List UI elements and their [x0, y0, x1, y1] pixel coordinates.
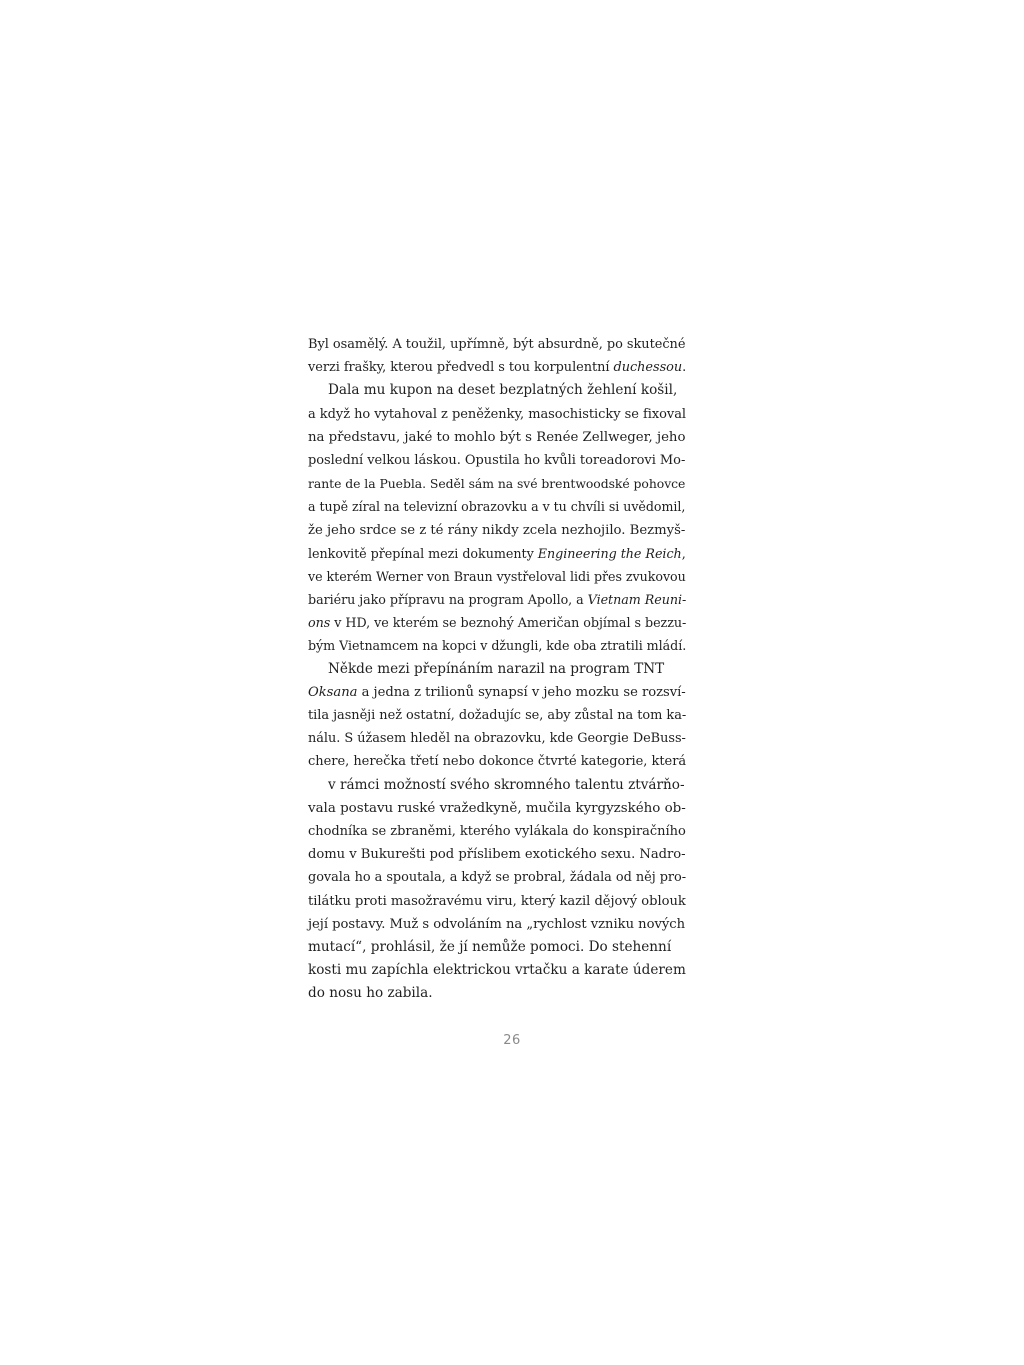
text-line: tila jasněji než ostatní, dožadujíc se, aby zůstal na tom ka- [308, 708, 687, 723]
text-line: její postavy. Muž s odvoláním na „rychlost vzniku nových [308, 916, 686, 932]
text-segment: v HD, ve kterém se beznohý Američan objímal s bezzu- [330, 615, 687, 631]
text-line: nálu. S úžasem hleděl na obrazovku, kde Georgie DeBuss- [308, 731, 686, 747]
text-line: a když ho vytahoval z peněženky, masochisticky se fixoval [308, 406, 687, 422]
text-line: domu v Bukurešti pod příslibem exotického sexu. Nadro- [308, 847, 686, 863]
page-number: 26 [503, 1033, 521, 1048]
text-line: ve kterém Werner von Braun vystřeloval lidi přes zvukovou [308, 568, 686, 584]
text-line [308, 611, 686, 634]
text-line: rante de la Puebla. Seděl sám na své brentwoodské pohovce [308, 476, 686, 492]
text-line: kosti mu zapíchla elektrickou vrtačku a karate úderem [308, 962, 686, 979]
text-line: mutací“, prohlásil, že jí nemůže pomoci. Do stehenní [308, 938, 672, 955]
text-line [308, 588, 686, 611]
text-line: tilátku proti masožravému viru, který kazil dějový oblouk [308, 893, 686, 909]
text-line [308, 681, 686, 704]
text-segment: lenkovitě přepínal mezi dokumenty [308, 545, 538, 561]
text-line: bým Vietnamcem na kopci v džungli, kde oba ztratili mládí. [308, 638, 687, 654]
italic-title: ons [308, 615, 331, 631]
body-text [308, 333, 686, 1005]
text-segment: . [682, 360, 687, 376]
italic-title: Engineering the Reich [537, 545, 682, 561]
text-line: Dala mu kupon na deset bezplatných žehlení košil, [328, 382, 678, 399]
text-segment: bariéru jako přípravu na program Apollo, a [308, 592, 588, 608]
text-line [308, 356, 686, 379]
text-line: do nosu ho zabila. [308, 985, 433, 1002]
text-line: govala ho a spoutala, a když se probral, žádala od něj pro- [308, 870, 687, 886]
text-line: Byl osamělý. A toužil, upřímně, být absurdně, po skutečné [308, 337, 686, 352]
text-line: na představu, jaké to mohlo být s Renée Zellweger, jeho [308, 429, 686, 445]
italic-title: duchessou [613, 360, 683, 376]
text-line: chodníka se zbraněmi, kterého vylákala do konspiračního [308, 823, 686, 839]
text-line: v rámci možností svého skromného talentu ztvárňo- [328, 776, 685, 793]
text-line: vala postavu ruské vražedkyně, mučila kyrgyzského ob- [308, 800, 686, 816]
text-line: a tupě zíral na televizní obrazovku a v tu chvíli si uvědomil, [308, 499, 686, 515]
text-segment: a jedna z trilionů synapsí v jeho mozku se rozsví- [357, 684, 686, 700]
text-segment: verzi frašky, kterou předvedl s tou korpulentní [308, 360, 614, 376]
text-line: poslední velkou láskou. Opustila ho kvůli toreadorovi Mo- [308, 452, 686, 468]
text-line: že jeho srdce se z té rány nikdy zcela nezhojilo. Bezmyš- [308, 522, 686, 538]
italic-title: Oksana [308, 684, 358, 700]
text-segment: , [681, 545, 686, 561]
text-line [308, 542, 686, 565]
text-line: chere, herečka třetí nebo dokonce čtvrté kategorie, která [308, 754, 687, 770]
italic-title: Vietnam Reuni- [587, 592, 687, 608]
text-line: Někde mezi přepínáním narazil na program TNT [328, 660, 665, 677]
